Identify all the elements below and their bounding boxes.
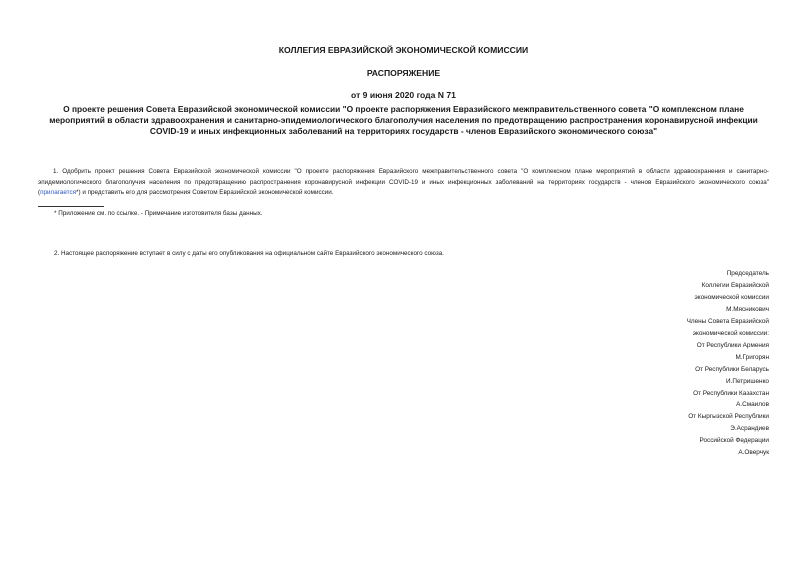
signature-line: М.Григорян [735, 353, 769, 361]
signature-line: А.Смаилов [736, 401, 769, 409]
signature-line: А.Оверчук [738, 449, 769, 457]
signature-line: Коллегии Евразийской [701, 281, 769, 289]
document-type: РАСПОРЯЖЕНИЕ [366, 68, 441, 78]
issuing-organization: КОЛЛЕГИЯ ЕВРАЗИЙСКОЙ ЭКОНОМИЧЕСКОЙ КОМИССИИ [278, 45, 529, 55]
footnote: * Приложение см. по ссылке. - Примечание изготовителя базы данных. [54, 210, 263, 217]
signature-line: От Республики Беларусь [695, 365, 769, 373]
signature-line: экономической комиссии [694, 293, 769, 301]
signature-line: М.Мясникович [726, 305, 769, 313]
attachment-link[interactable]: прилагается [40, 189, 77, 197]
signature-line: экономической комиссии: [692, 329, 769, 337]
signature-block [469, 268, 769, 459]
paragraph-1-text-end: *) и представить его для рассмотрения Советом Евразийской экономической комиссии. [76, 189, 334, 197]
signature-line: От Республики Казахстан [693, 389, 769, 397]
signature-line: От Республики Армения [696, 341, 769, 349]
document-date-number: от 9 июня 2020 года N 71 [351, 90, 456, 100]
paragraph-1 [38, 167, 769, 199]
signature-line: Члены Совета Евразийской [686, 317, 769, 325]
paragraph-2: 2. Настоящее распоряжение вступает в силу с даты его опубликования на официальном сайте Евразийского экономического союза. [54, 250, 444, 257]
footnote-divider [38, 206, 104, 207]
paragraph-1-text: 1. Одобрить проект решения Совета Евразийской экономической комиссии "О проекте распоряжения Евразийского межправительственного совета "О комплексном плане мероприятий в области здравоохранения и санитарно-эпидемиологического благополучия населения по предотвращению распространения коронавирусной инфекции COVID-19 и иных инфекционных заболеваний на территориях государств - членов Евразийского экономического союза" ( [38, 168, 769, 197]
signature-line: Председатель [726, 270, 769, 277]
signature-line: И.Петришенко [726, 377, 769, 385]
signature-line: Э.Асрандиев [730, 425, 769, 433]
signature-line: Российской Федерации [699, 437, 769, 445]
signature-line: От Кыргызской Республики [688, 413, 769, 421]
document-title: О проекте решения Совета Евразийской экономической комиссии "О проекте распоряжения Евразийского межправительственного совета "О комплексном плане мероприятий в области здравоохранения и санитарно-эпидемиологического благополучия населения по предотвращению распространения коронавирусной инфекции COVID-19 и иных инфекционных заболеваний на территориях государств - членов Евразийского экономического союза" [49, 104, 758, 137]
